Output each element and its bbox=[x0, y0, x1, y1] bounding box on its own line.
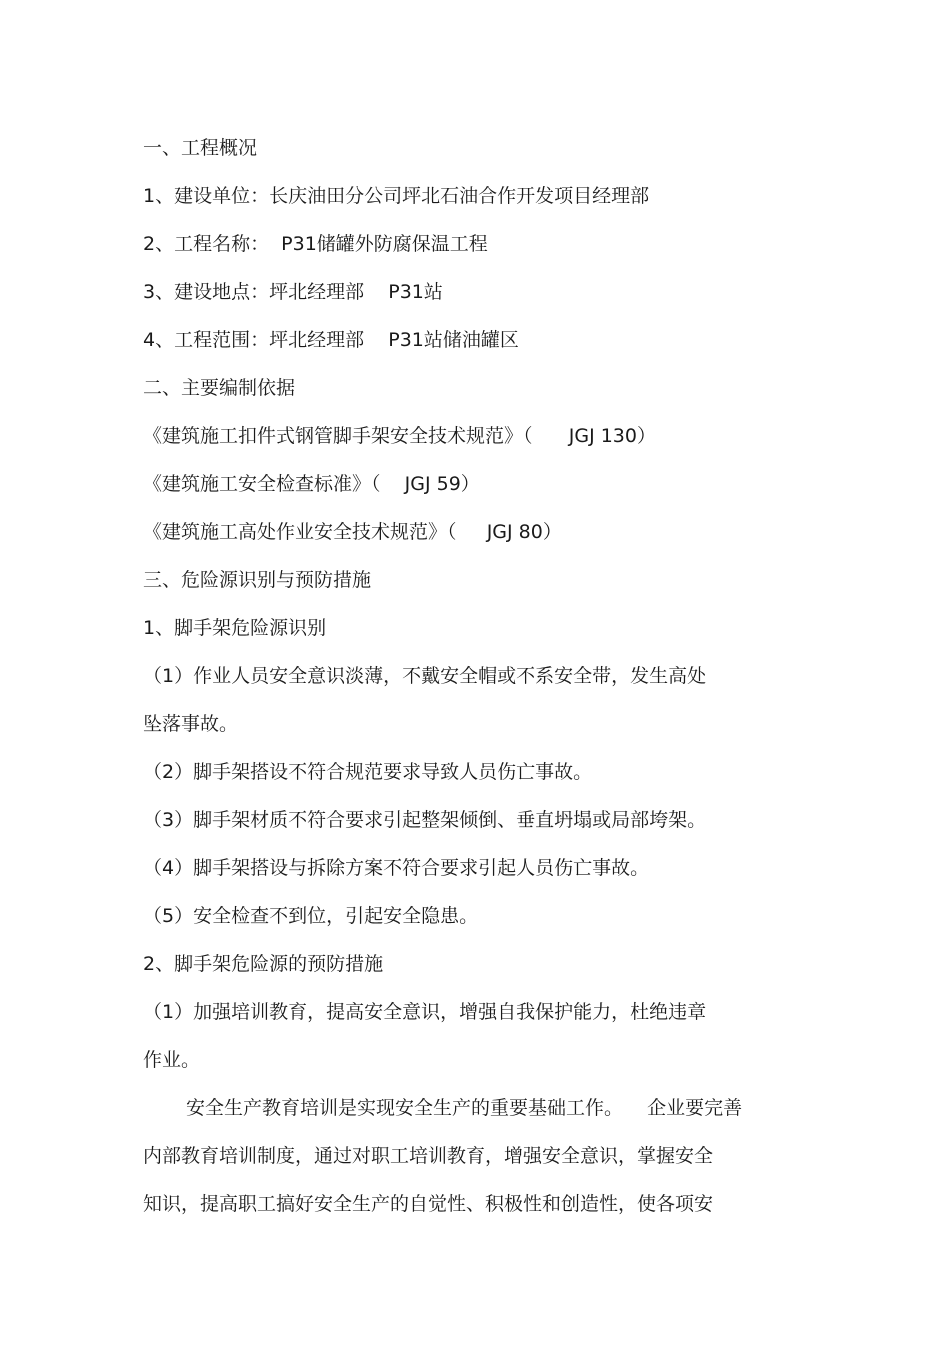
reference-jgj59: 《建筑施工安全检查标准》（ JGJ 59） bbox=[143, 473, 480, 495]
section-heading-overview: 一、工程概况 bbox=[143, 137, 258, 159]
prevention-item-1-cont: 作业。 bbox=[143, 1049, 201, 1071]
hazard-item-1-cont: 坠落事故。 bbox=[143, 713, 239, 735]
item-construction-unit: 1、建设单位：长庆油田分公司坪北石油合作开发项目经理部 bbox=[143, 185, 650, 207]
item-project-scope: 4、工程范围：坪北经理部 P31站储油罐区 bbox=[143, 329, 519, 351]
item-project-name: 2、工程名称： P31储罐外防腐保温工程 bbox=[143, 233, 488, 255]
reference-jgj130: 《建筑施工扣件式钢管脚手架安全技术规范》（ JGJ 130） bbox=[143, 425, 656, 447]
reference-jgj80: 《建筑施工高处作业安全技术规范》（ JGJ 80） bbox=[143, 521, 562, 543]
section-heading-hazards: 三、危险源识别与预防措施 bbox=[143, 569, 372, 591]
hazard-item-3: （3）脚手架材质不符合要求引起整架倾倒、垂直坍塌或局部垮架。 bbox=[143, 809, 707, 831]
prevention-item-1: （1）加强培训教育，提高安全意识，增强自我保护能力，杜绝违章 bbox=[143, 1001, 707, 1023]
hazard-item-1: （1）作业人员安全意识淡薄，不戴安全帽或不系安全带，发生高处 bbox=[143, 665, 707, 687]
section-heading-basis: 二、主要编制依据 bbox=[143, 377, 296, 399]
hazard-item-4: （4）脚手架搭设与拆除方案不符合要求引起人员伤亡事故。 bbox=[143, 857, 650, 879]
subheading-prevention: 2、脚手架危险源的预防措施 bbox=[143, 953, 384, 975]
paragraph-line-3: 知识，提高职工搞好安全生产的自觉性、积极性和创造性，使各项安 bbox=[143, 1193, 714, 1215]
paragraph-line-2: 内部教育培训制度，通过对职工培训教育，增强安全意识，掌握安全 bbox=[143, 1145, 714, 1167]
hazard-item-5: （5）安全检查不到位，引起安全隐患。 bbox=[143, 905, 479, 927]
paragraph-line-1: 安全生产教育培训是实现安全生产的重要基础工作。 企业要完善 bbox=[186, 1097, 743, 1119]
subheading-hazard-identification: 1、脚手架危险源识别 bbox=[143, 617, 327, 639]
hazard-item-2: （2）脚手架搭设不符合规范要求导致人员伤亡事故。 bbox=[143, 761, 593, 783]
item-construction-site: 3、建设地点：坪北经理部 P31站 bbox=[143, 281, 443, 303]
